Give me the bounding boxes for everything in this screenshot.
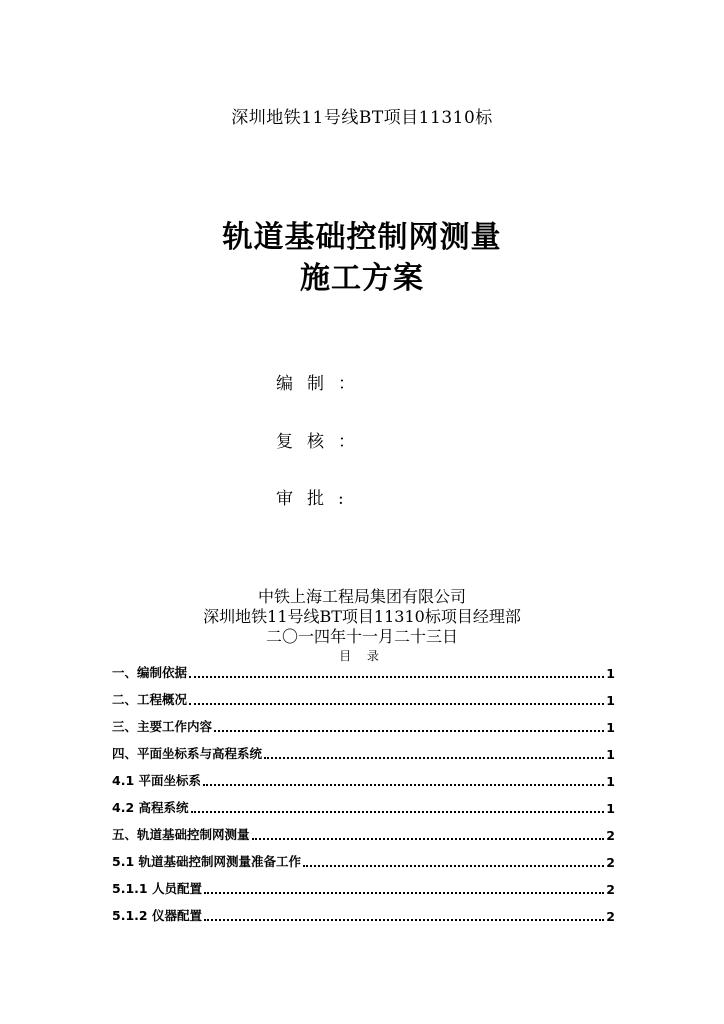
signature-review-row (276, 427, 355, 452)
toc-entry[interactable] (112, 746, 615, 762)
department-name: 深圳地铁11号线BT项目11310标项目经理部 (203, 607, 521, 626)
document-title-line1: 轨道基础控制网测量 (222, 220, 502, 255)
signature-colon: ： (338, 374, 355, 394)
toc-dot-leader (203, 784, 604, 786)
toc-entry[interactable] (112, 908, 615, 924)
signature-colon: ： (338, 432, 355, 452)
document-date: 二〇一四年十一月二十三日 (265, 627, 458, 646)
company-name: 中铁上海工程局集团有限公司 (257, 587, 466, 606)
toc-entry[interactable] (112, 719, 615, 735)
toc-entry-page: 2 (606, 909, 615, 924)
toc-entry[interactable] (112, 773, 615, 789)
toc-dot-leader (214, 730, 604, 732)
toc-entry-label: 二、工程概况 (112, 692, 188, 707)
toc-dot-leader (189, 703, 604, 705)
toc-entry-label: 三、主要工作内容 (112, 719, 213, 734)
toc-entry-label: 5.1.1 人员配置 (112, 881, 202, 896)
toc-entry[interactable] (112, 827, 615, 843)
toc-entry-label: 5.1.2 仪器配置 (112, 908, 202, 923)
toc-entry-page: 2 (606, 855, 615, 870)
toc-entry-page: 1 (606, 801, 615, 816)
toc-dot-leader (303, 865, 604, 867)
toc-entry[interactable] (112, 800, 615, 816)
toc-dot-leader (189, 676, 604, 678)
toc-dot-leader (264, 757, 604, 759)
toc-dot-leader (204, 892, 604, 894)
toc-dot-leader (204, 919, 604, 921)
toc-title: 目 录 (339, 649, 385, 663)
signature-label: 编制 (276, 374, 338, 394)
toc-entry[interactable] (112, 692, 615, 708)
toc-entry-page: 1 (606, 693, 615, 708)
toc-dot-leader (191, 811, 605, 813)
toc-entry[interactable] (112, 665, 615, 681)
toc-entry-label: 4.1 平面坐标系 (112, 773, 201, 788)
signature-label: 审批 (276, 489, 338, 509)
document-title-line2: 施工方案 (300, 261, 424, 296)
toc-entry-page: 1 (606, 720, 615, 735)
toc-entry[interactable] (112, 881, 615, 897)
toc-entry-label: 四、平面坐标系与高程系统 (112, 746, 263, 761)
toc-entry-page: 2 (606, 882, 615, 897)
toc-dot-leader (252, 838, 605, 840)
toc-entry[interactable] (112, 854, 615, 870)
toc-entry-label: 一、编制依据 (112, 665, 188, 680)
toc-entry-page: 2 (606, 828, 615, 843)
signature-compiled-row (276, 369, 355, 394)
signature-approve-row (276, 484, 344, 509)
toc-entry-label: 4.2 高程系统 (112, 800, 189, 815)
toc-entry-page: 1 (606, 774, 615, 789)
signature-colon: : (338, 489, 344, 509)
project-header: 深圳地铁11号线BT项目11310标 (231, 108, 493, 128)
signature-label: 复核 (276, 432, 338, 452)
toc-entry-label: 五、轨道基础控制网测量 (112, 827, 250, 842)
toc-entry-page: 1 (606, 747, 615, 762)
toc-entry-page: 1 (606, 666, 615, 681)
toc-entry-label: 5.1 轨道基础控制网测量准备工作 (112, 854, 301, 869)
